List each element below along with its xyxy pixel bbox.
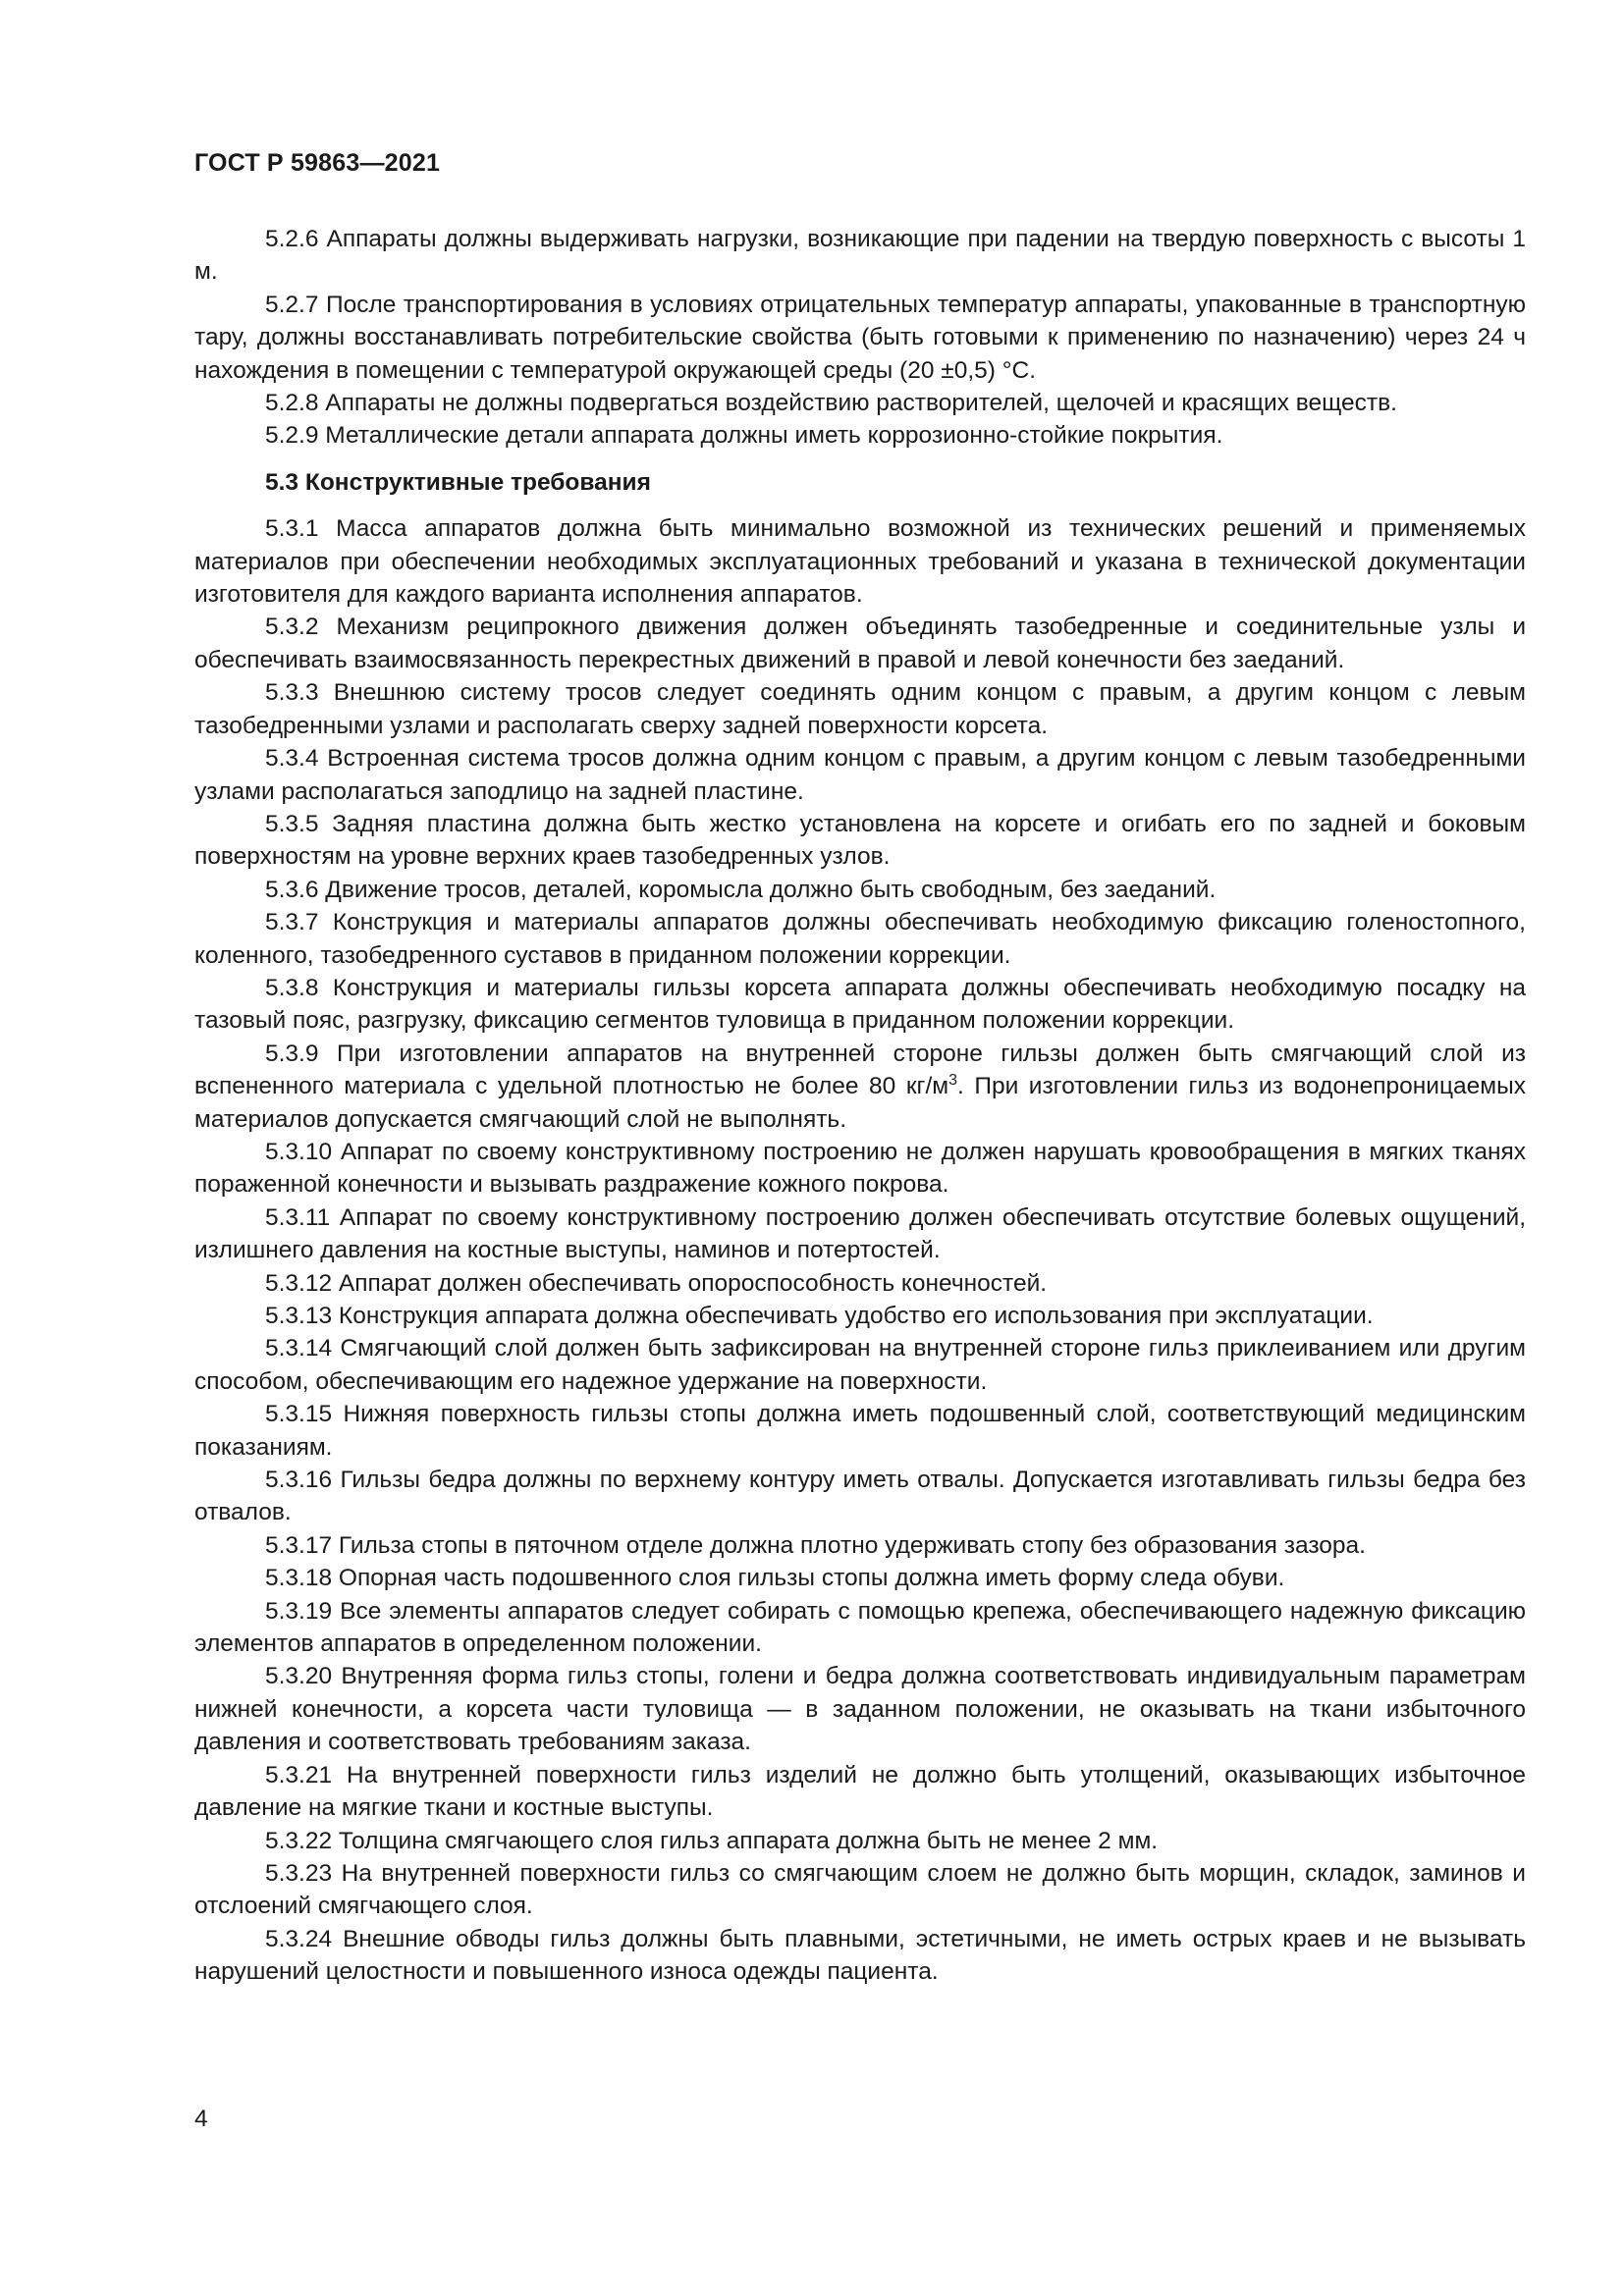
paragraph: 5.3.8 Конструкция и материалы гильзы корсета аппарата должны обеспечивать необходимую посадку на тазовый пояс, разгрузку, фиксацию сегментов туловища в приданном положении коррекции. — [194, 974, 1526, 1035]
paragraph: 5.3.16 Гильзы бедра должны по верхнему контуру иметь отвалы. Допускается изготавливать гильзы бедра без отвалов. — [194, 1467, 1526, 1526]
paragraph: 5.3.23 На внутренней поверхности гильз со смягчающим слоем не должно быть морщин, складок, заминов и отслоений смягчающего слоя. — [194, 1859, 1526, 1920]
paragraph: 5.3.18 Опорная часть подошвенного слоя гильзы стопы должна иметь форму следа обуви. — [265, 1565, 1285, 1592]
paragraph: 5.2.6 Аппараты должны выдерживать нагрузки, возникающие при падении на твердую поверхность с высоты 1 м. — [194, 226, 1526, 286]
paragraph-5-3-9 — [194, 1038, 1526, 1136]
paragraph: 5.2.8 Аппараты не должны подвергаться воздействию растворителей, щелочей и красящих веществ. — [265, 390, 1397, 417]
paragraph: 5.2.7 После транспортирования в условиях отрицательных температур аппараты, упакованные в транспортную тару, должны восстанавливать потребительские свойства (быть готовыми к применению по назначению) через 24 ч нахождения в помещении с температурой окружающей среды (20 ±0,5) °С. — [194, 291, 1526, 384]
document-body — [194, 223, 1526, 1989]
paragraph: 5.3.1 Масса аппаратов должна быть минимально возможной из технических решений и применяемых материалов при обеспечении необходимых эксплуатационных требований и указана в технической документации изготовителя для каждого варианта исполнения аппаратов. — [194, 515, 1526, 609]
paragraph: 5.3.24 Внешние обводы гильз должны быть плавными, эстетичными, не иметь острых краев и не вызывать нарушений целостности и повышенного износа одежды пациента. — [194, 1925, 1526, 1986]
paragraph: 5.3.19 Все элементы аппаратов следует собирать с помощью крепежа, обеспечивающего надежную фиксацию элементов аппаратов в определенном положении. — [194, 1597, 1526, 1658]
paragraph: 5.3.13 Конструкция аппарата должна обеспечивать удобство его использования при эксплуатации. — [265, 1303, 1374, 1329]
paragraph: 5.3.22 Толщина смягчающего слоя гильз аппарата должна быть не менее 2 мм. — [265, 1827, 1159, 1854]
document-header: ГОСТ Р 59863—2021 — [194, 149, 441, 177]
paragraph: 5.3.21 На внутренней поверхности гильз изделий не должно быть утолщений, оказывающих избыточное давление на мягкие ткани и костные выступы. — [194, 1761, 1526, 1822]
paragraph-text: . При изготовлении гильз из водонепроницаемых материалов допускается смягчающий слой не выполнять. — [194, 1073, 1526, 1133]
paragraph: 5.3.15 Нижняя поверхность гильзы стопы должна иметь подошвенный слой, соответствующий медицинским показаниям. — [194, 1401, 1526, 1461]
paragraph: 5.3.3 Внешнюю систему тросов следует соединять одним концом с правым, а другим концом с левым тазобедренными узлами и располагать сверху задней поверхности корсета. — [194, 679, 1526, 739]
paragraph: 5.3.2 Механизм реципрокного движения должен объединять тазобедренные и соединительные узлы и обеспечивать взаимосвязанность перекрестных движений в правой и левой конечности без заеданий. — [194, 614, 1526, 673]
paragraph: 5.3.10 Аппарат по своему конструктивному построению не должен нарушать кровообращения в мягких тканях пораженной конечности и вызывать раздражение кожного покрова. — [194, 1138, 1526, 1199]
paragraph: 5.2.9 Металлические детали аппарата должны иметь коррозионно-стойкие покрытия. — [265, 422, 1223, 450]
paragraph-text: 5.3.9 При изготовлении аппаратов на внутренней стороне гильзы должен быть смягчающий слой из вспененного материала с удельной плотностью не более 80 кг/м — [194, 1040, 1526, 1100]
paragraph: 5.3.6 Движение тросов, деталей, коромысла должно быть свободным, без заеданий. — [265, 876, 1217, 903]
page-number: 4 — [194, 2106, 208, 2132]
paragraph: 5.3.14 Смягчающий слой должен быть зафиксирован на внутренней стороне гильз приклеиванием или другим способом, обеспечивающим его надежное удержание на поверхности. — [194, 1335, 1526, 1395]
paragraph: 5.3.20 Внутренняя форма гильз стопы, голени и бедра должна соответствовать индивидуальным параметрам нижней конечности, а корсета части туловища — в заданном положении, не оказывать на ткани избыточного давления и соответствовать требованиям заказа. — [194, 1663, 1526, 1756]
paragraph: 5.3.12 Аппарат должен обеспечивать опороспособность конечностей. — [265, 1269, 1048, 1297]
paragraph: 5.3.11 Аппарат по своему конструктивному построению должен обеспечивать отсутствие болевых ощущений, излишнего давления на костные выступы, наминов и потертостей. — [194, 1203, 1526, 1264]
superscript: 3 — [948, 1072, 958, 1089]
paragraph: 5.3.7 Конструкция и материалы аппаратов должны обеспечивать необходимую фиксацию голеностопного, коленного, тазобедренного суставов в приданном положении коррекции. — [194, 909, 1526, 969]
paragraph: 5.3.5 Задняя пластина должна быть жестко установлена на корсете и огибать его по задней и боковым поверхностям на уровне верхних краев тазобедренных узлов. — [194, 810, 1526, 871]
section-heading: 5.3 Конструктивные требования — [265, 468, 651, 496]
paragraph: 5.3.4 Встроенная система тросов должна одним концом с правым, а другим концом с левым тазобедренными узлами располагаться заподлицо на задней пластине. — [194, 745, 1526, 805]
paragraph: 5.3.17 Гильза стопы в пяточном отделе должна плотно удерживать стопу без образования зазора. — [265, 1531, 1366, 1559]
